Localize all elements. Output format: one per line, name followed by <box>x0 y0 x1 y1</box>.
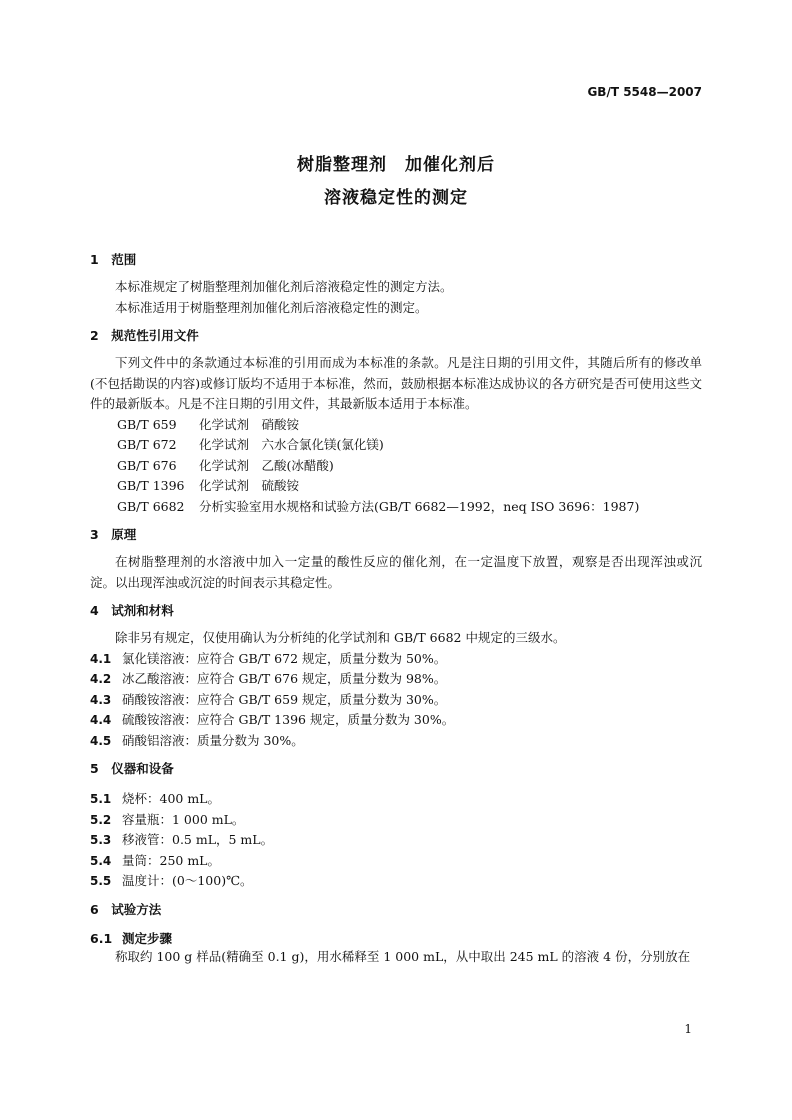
list-item: 4.3 硝酸铵溶液：应符合 GB/T 659 规定，质量分数为 30%。 <box>90 691 447 707</box>
section-heading-normative-references: 2 规范性引用文件 <box>90 328 199 343</box>
paragraph: 本标准规定了树脂整理剂加催化剂后溶液稳定性的测定方法。 <box>115 279 453 294</box>
reference-item: GB/T 659 化学试剂 硝酸铵 <box>117 416 300 432</box>
list-item: 4.5 硝酸铝溶液：质量分数为 30%。 <box>90 732 304 748</box>
list-item: 4.2 冰乙酸溶液：应符合 GB/T 676 规定，质量分数为 98%。 <box>90 671 447 686</box>
reference-item: GB/T 6682 分析实验室用水规格和试验方法(GB/T 6682—1992，neq ISO 3696：1987) <box>117 498 640 514</box>
paragraph: 本标准适用于树脂整理剂加催化剂后溶液稳定性的测定。 <box>115 299 428 315</box>
paragraph: 称取约 100 g 样品(精确至 0.1 g)，用水稀释至 1 000 mL，从中取出 245 mL 的溶液 4 份，分别放在 <box>115 948 691 964</box>
page-number: 1 <box>684 1022 692 1036</box>
reference-item: GB/T 676 化学试剂 乙酸(冰醋酸) <box>117 457 334 473</box>
subsection-heading-procedure: 6.1 测定步骤 <box>90 930 173 946</box>
list-item: 4.1 氯化镁溶液：应符合 GB/T 672 规定，质量分数为 50%。 <box>90 650 447 666</box>
section-heading-apparatus: 5 仪器和设备 <box>90 761 174 776</box>
section-heading-scope: 1 范围 <box>90 252 137 267</box>
document-title-line1: 树脂整理剂 加催化剂后 <box>297 155 495 175</box>
list-item: 5.4 量筒：250 mL。 <box>90 852 220 868</box>
list-item: 5.2 容量瓶：1 000 mL。 <box>90 811 245 827</box>
document-body <box>90 251 702 967</box>
list-item: 5.5 温度计：(0～100)℃。 <box>90 873 253 888</box>
standard-code: GB/T 5548—2007 <box>587 85 702 99</box>
list-item: 5.1 烧杯：400 mL。 <box>90 791 220 806</box>
paragraph: 在树脂整理剂的水溶液中加入一定量的酸性反应的催化剂，在一定温度下放置，观察是否出现浑浊或沉淀。以出现浑浊或沉淀的时间表示其稳定性。 <box>90 554 702 590</box>
section-heading-reagents: 4 试剂和材料 <box>90 603 174 618</box>
paragraph: 下列文件中的条款通过本标准的引用而成为本标准的条款。凡是注日期的引用文件，其随后所有的修改单(不包括勘误的内容)或修订版均不适用于本标准，然而，鼓励根据本标准达成协议的各方研究是否可使用这些文件的最新版本。凡是不注日期的引用文件，其最新版本适用于本标准。 <box>90 355 702 411</box>
list-item: 5.3 移液管：0.5 mL，5 mL。 <box>90 832 274 847</box>
reference-item: GB/T 672 化学试剂 六水合氯化镁(氯化镁) <box>117 437 384 452</box>
document-title-line2: 溶液稳定性的测定 <box>324 188 468 208</box>
reference-item: GB/T 1396 化学试剂 硫酸铵 <box>117 478 300 493</box>
section-heading-test-method: 6 试验方法 <box>90 901 162 917</box>
section-heading-principle: 3 原理 <box>90 527 137 542</box>
paragraph: 除非另有规定，仅使用确认为分析纯的化学试剂和 GB/T 6682 中规定的三级水。 <box>115 630 566 645</box>
list-item: 4.4 硫酸铵溶液：应符合 GB/T 1396 规定，质量分数为 30%。 <box>90 712 455 727</box>
